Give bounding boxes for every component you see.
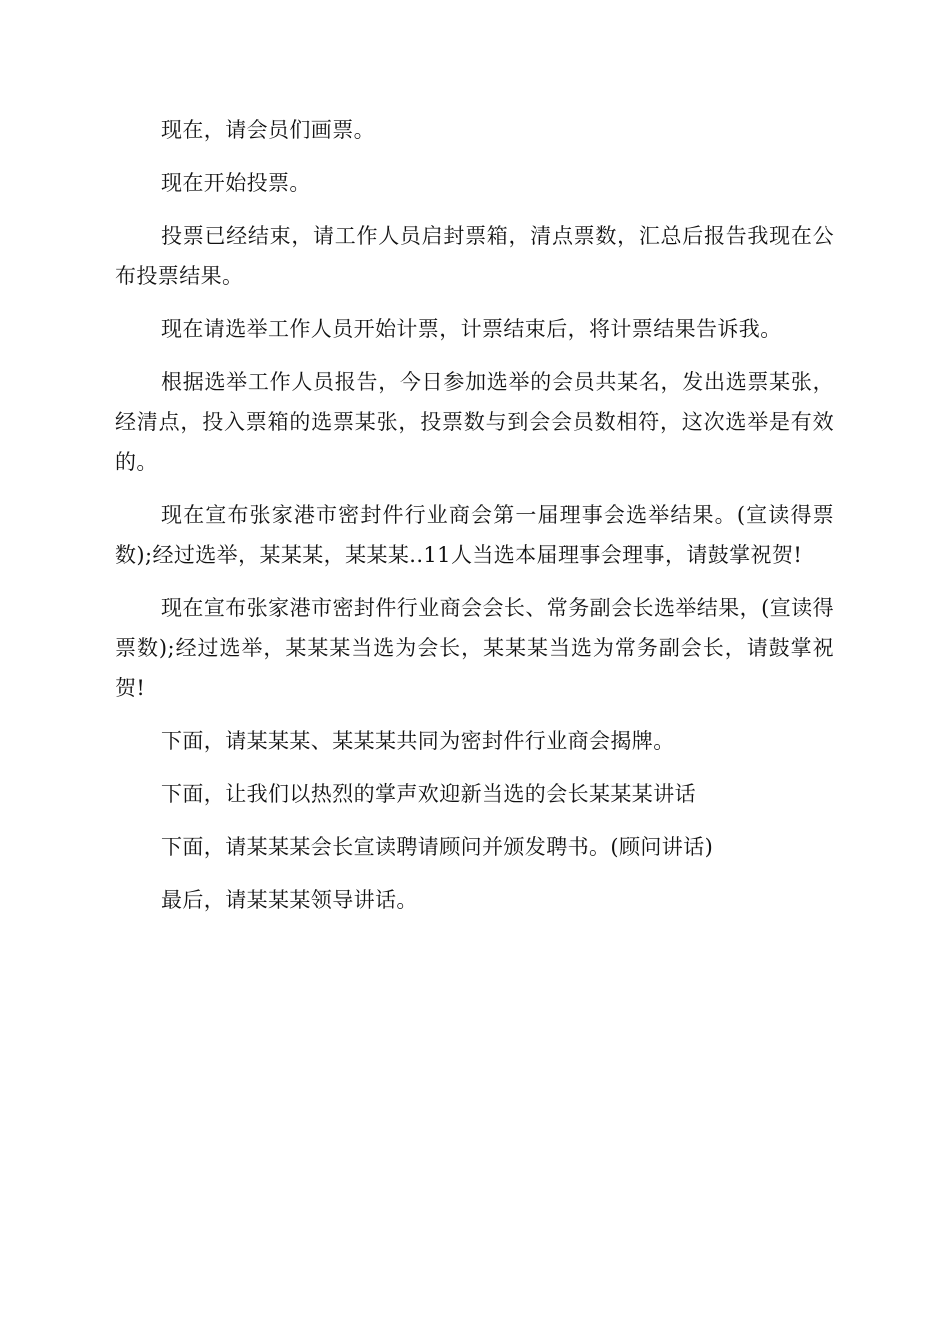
paragraph-council-results: 现在宣布张家港市密封件行业商会第一届理事会选举结果。(宣读得票数);经过选举，某某某，某某某..11人当选本届理事会理事，请鼓掌祝贺! [115, 503, 834, 567]
paragraph-leader-speech: 最后，请某某某领导讲话。 [161, 888, 418, 912]
paragraph-vote-drawing: 现在，请会员们画票。 [161, 118, 375, 142]
paragraph-unveiling: 下面，请某某某、某某某共同为密封件行业商会揭牌。 [161, 729, 675, 753]
paragraph-president-speech: 下面，让我们以热烈的掌声欢迎新当选的会长某某某讲话 [161, 782, 696, 806]
paragraph-start-counting: 现在请选举工作人员开始计票，计票结束后，将计票结果告诉我。 [161, 317, 782, 341]
paragraph-start-voting: 现在开始投票。 [161, 171, 311, 195]
paragraph-president-results: 现在宣布张家港市密封件行业商会会长、常务副会长选举结果，(宣读得票数);经过选举，某某某当选为会长，某某某当选为常务副会长，请鼓掌祝贺! [115, 596, 834, 700]
paragraph-count-report: 根据选举工作人员报告，今日参加选举的会员共某名，发出选票某张，经清点，投入票箱的选票某张，投票数与到会会员数相符，这次选举是有效的。 [115, 370, 834, 474]
paragraph-advisor-appointment: 下面，请某某某会长宣读聘请顾问并颁发聘书。(顾问讲话) [161, 835, 714, 859]
paragraph-voting-ended: 投票已经结束，请工作人员启封票箱，清点票数，汇总后报告我现在公布投票结果。 [115, 224, 834, 288]
